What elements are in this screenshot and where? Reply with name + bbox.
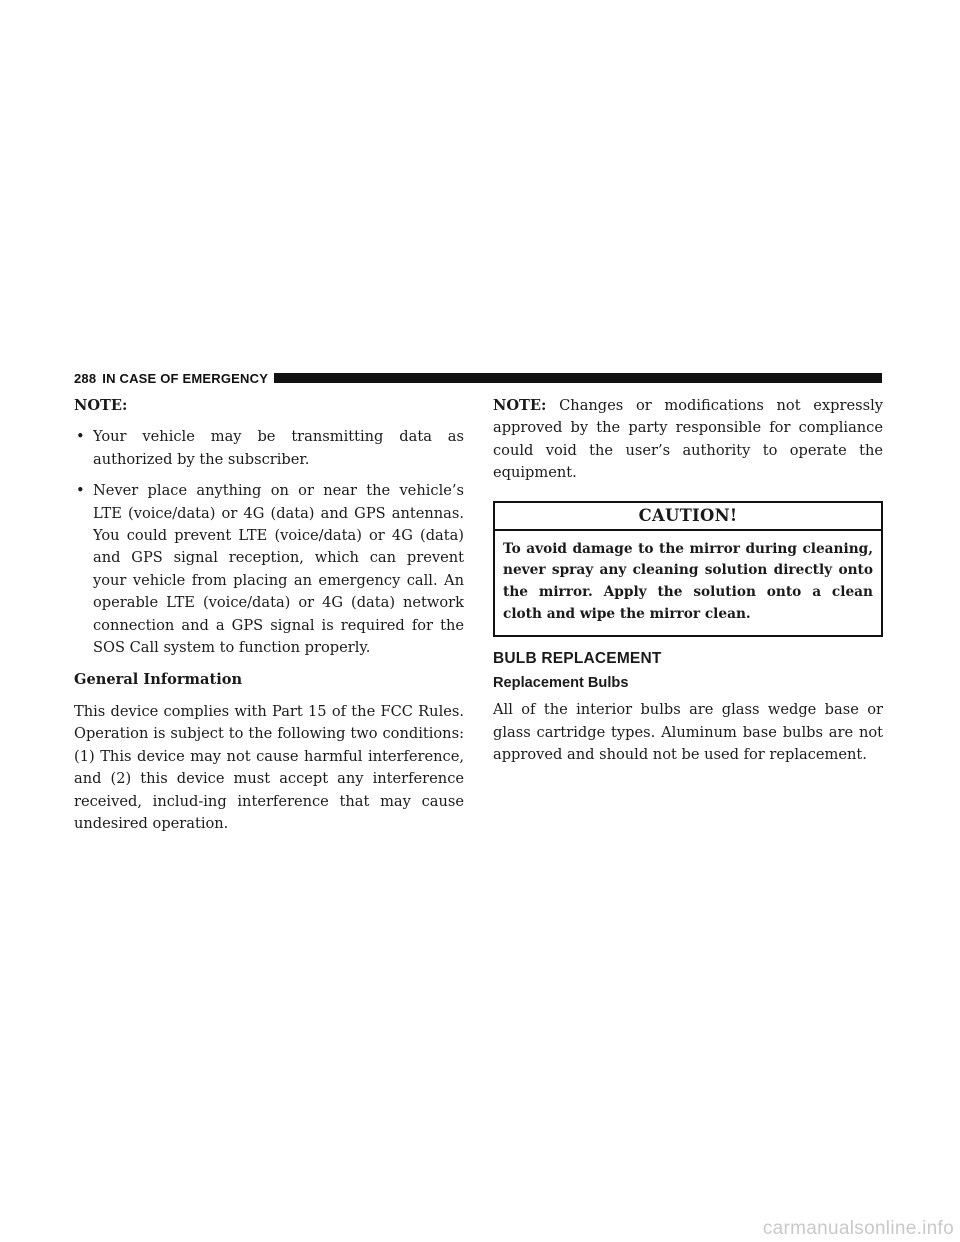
bullet-icon: •: [76, 428, 85, 446]
watermark: carmanualsonline.info: [762, 1218, 954, 1239]
note-label: NOTE:: [493, 397, 547, 414]
caution-body: To avoid damage to the mirror during cleaning, never spray any cleaning solution directly onto the mirror. Apply the solution onto a clean cloth and wipe the mirror clean.: [503, 540, 873, 622]
left-column: [74, 395, 464, 835]
fcc-paragraph: This device complies with Part 15 of the FCC Rules. Operation is subject to the following two conditions: (1) This device may not cause harmful interference, and (2) this device must accept any interference received, includ-ing interference that may cause undesired operation.: [74, 702, 464, 832]
bullet-text: Never place anything on or near the vehicle’s LTE (voice/data) or 4G (data) and GPS antennas. You could prevent LTE (voice/data) or 4G (data) and GPS signal reception, which can prevent your vehicle from placing an emergency call. An operable LTE (voice/data) or 4G (data) network connection and a GPS signal is required for the SOS Call system to function properly.: [93, 482, 464, 657]
header-rule: [274, 373, 882, 383]
list-item: [74, 426, 464, 471]
general-information-heading: General Information: [74, 671, 243, 689]
list-item: [74, 480, 464, 659]
note-bullet-list: [74, 426, 464, 659]
note-paragraph: [493, 395, 883, 485]
caution-box: [493, 501, 883, 638]
bullet-text: Your vehicle may be transmitting data as authorized by the subscriber.: [93, 428, 464, 468]
bulbs-paragraph: All of the interior bulbs are glass wedge base or glass cartridge types. Aluminum base bulbs are not approved and should not be used for replacement.: [493, 701, 883, 764]
bullet-icon: •: [76, 482, 85, 500]
note-text: Changes or modifications not expressly approved by the party responsible for compliance could void the user’s authority to operate the equipment.: [493, 397, 883, 482]
section-title: IN CASE OF EMERGENCY: [102, 370, 269, 386]
header-label: [74, 371, 268, 386]
replacement-bulbs-heading: Replacement Bulbs: [493, 675, 629, 692]
bulb-replacement-heading: BULB REPLACEMENT: [493, 650, 662, 668]
page-number: 288: [74, 370, 97, 386]
page-header: [74, 370, 882, 386]
right-column: [493, 395, 883, 767]
caution-title: CAUTION!: [495, 503, 881, 531]
note-heading: NOTE:: [74, 397, 128, 414]
